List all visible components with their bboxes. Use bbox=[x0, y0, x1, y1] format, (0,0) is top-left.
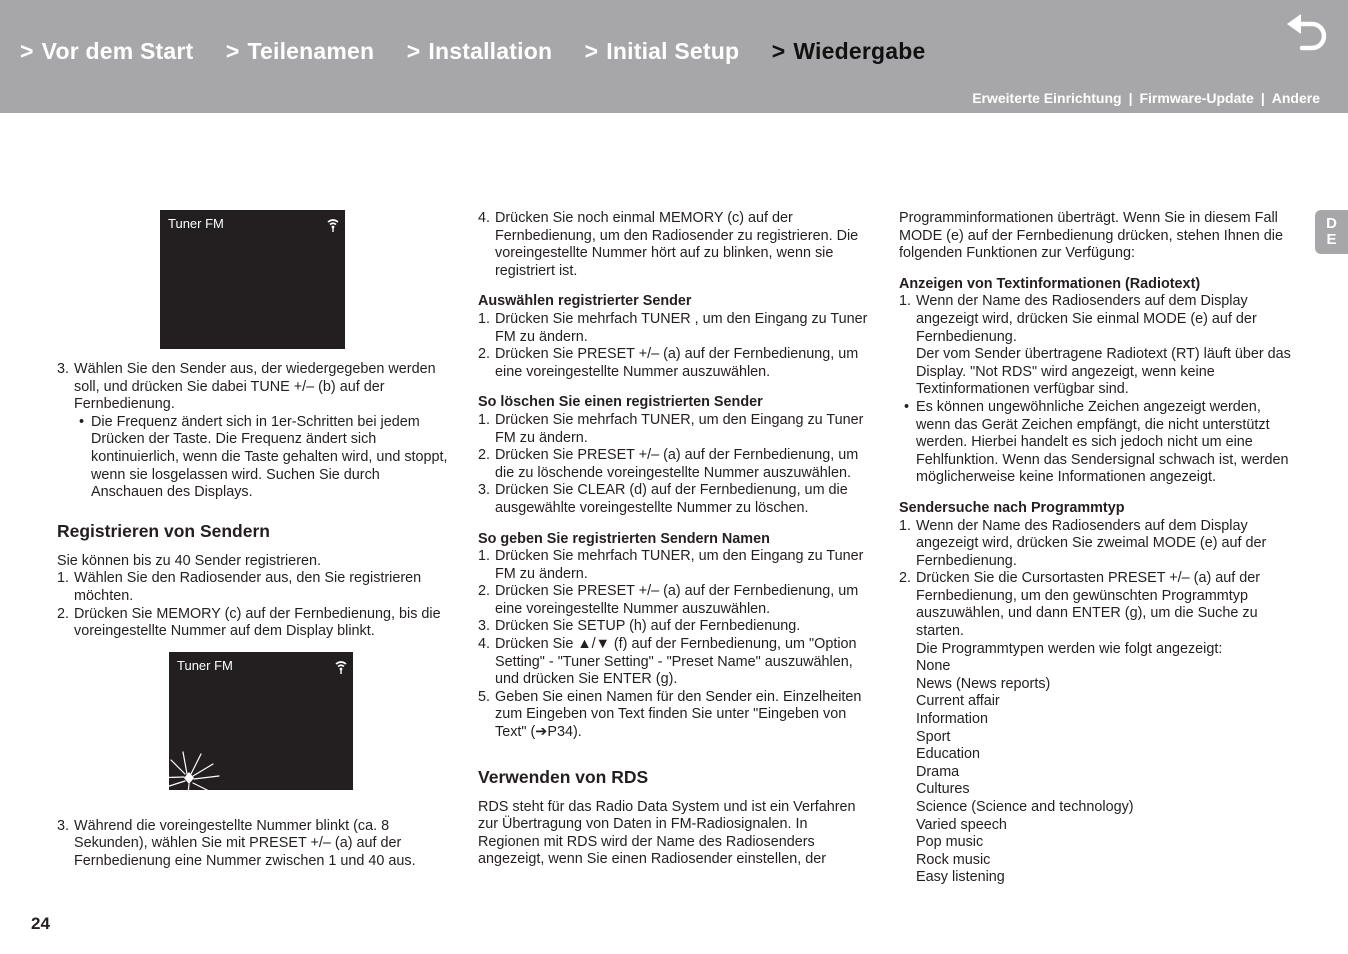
antenna-icon bbox=[335, 660, 347, 674]
list-item: Easy listening bbox=[916, 869, 1005, 886]
list-item: Current affair bbox=[916, 693, 1000, 710]
list-item: 3. Wählen Sie den Sender aus, der wiedergegeben werden soll, und drücken Sie dabei TUNE +/– (b) auf der Fernbedienung. bbox=[57, 361, 436, 413]
subnav-andere[interactable]: Andere bbox=[1271, 90, 1320, 106]
list-item: 5. Geben Sie einen Namen für den Sender ein. Einzelheiten zum Eingeben von Text finden Sie unter "Eingeben von Text" (➔P34). bbox=[478, 688, 862, 741]
list-item: 3. Während die voreingestellte Nummer blinkt (ca. 8 Sekunden), wählen Sie mit PRESET +/– (a) auf der Fernbedienung eine Nummer zwischen 1 und 40 aus. bbox=[57, 817, 416, 869]
list-item: 2. Drücken Sie PRESET +/– (a) auf der Fernbedienung, um eine voreingestellte Nummer auszuwählen. bbox=[478, 346, 859, 380]
bullet-item: • Es können ungewöhnliche Zeichen angezeigt werden, wenn das Gerät Zeichen empfängt, die nicht unterstützt werden. Hierbei handelt es sich jedoch nicht um eine Fehlfunktion. Wenn das Sendersignal schwach ist, werden möglicherweise keine Informationen angezeigt. bbox=[904, 398, 1289, 486]
list-item: Cultures bbox=[916, 781, 970, 798]
list-item: 1. Drücken Sie mehrfach TUNER , um den Eingang zu Tuner FM zu ändern. bbox=[478, 310, 868, 345]
list-item: 3. Drücken Sie CLEAR (d) auf der Fernbedienung, um die ausgewählte voreingestellte Nummer zu löschen. bbox=[478, 482, 848, 516]
display-label: Tuner FM bbox=[168, 216, 224, 231]
subnav-erweiterte-einrichtung[interactable]: Erweiterte Einrichtung bbox=[972, 90, 1122, 106]
list-item: News (News reports) bbox=[916, 675, 1051, 692]
nav-initial-setup[interactable]: > Initial Setup bbox=[584, 38, 740, 64]
return-arrow-icon[interactable] bbox=[1284, 14, 1330, 52]
list-item: 3. Drücken Sie SETUP (h) auf der Fernbedienung. bbox=[478, 618, 801, 635]
bullet-item: • Die Frequenz ändert sich in 1er-Schritten bei jedem Drücken der Taste. Die Frequenz ändert sich kontinuierlich, wenn die Taste gehalten wird, und stoppt, wenn sie losgelassen wird. Suchen Sie durch Anschauen des Displays. bbox=[79, 413, 448, 501]
list-item: 1. Wenn der Name des Radiosenders auf dem Display angezeigt wird, drücken Sie einmal MODE (e) auf der Fernbedienung. bbox=[899, 293, 1257, 345]
nav-teilenamen[interactable]: > Teilenamen bbox=[225, 38, 375, 64]
paragraph: RDS steht für das Radio Data System und ist ein Verfahren zur Übertragung von Daten in FM-Radiosignalen. In Regionen mit RDS wird der Name des Radiosenders angezeigt, wenn Sie einen Radiosender einstellen, der bbox=[478, 798, 856, 868]
list-item: None bbox=[916, 658, 951, 675]
section-heading: Verwenden von RDS bbox=[478, 766, 649, 787]
subnav-firmware-update[interactable]: Firmware-Update bbox=[1139, 90, 1254, 106]
column-middle bbox=[478, 210, 870, 869]
page-number: 24 bbox=[31, 914, 50, 933]
list-item: Varied speech bbox=[916, 816, 1007, 833]
subnav-separator: | bbox=[1128, 90, 1133, 106]
sub-heading: Anzeigen von Textinformationen (Radiotext) bbox=[899, 275, 1201, 292]
sub-nav bbox=[972, 90, 1320, 106]
paragraph: Sie können bis zu 40 Sender registrieren. bbox=[57, 552, 321, 569]
list-item: 2. Drücken Sie MEMORY (c) auf der Fernbedienung, bis die voreingestellte Nummer auf dem Display blinkt. bbox=[57, 605, 441, 640]
list-item: Science (Science and technology) bbox=[916, 799, 1134, 815]
list-item: Education bbox=[916, 746, 981, 763]
list-item: 2. Drücken Sie PRESET +/– (a) auf der Fernbedienung, um die zu löschende voreingestellte Nummer auszuwählen. bbox=[478, 447, 859, 481]
list-item: 1. Wählen Sie den Radiosender aus, den Sie registrieren möchten. bbox=[57, 570, 422, 604]
nav-installation[interactable]: > Installation bbox=[406, 38, 553, 64]
header-bar bbox=[0, 0, 1348, 113]
display-label: Tuner FM bbox=[177, 657, 233, 673]
nav-wiedergabe[interactable]: > Wiedergabe bbox=[771, 38, 926, 64]
subnav-separator: | bbox=[1260, 90, 1265, 106]
list-item: 4. Drücken Sie noch einmal MEMORY (c) auf der Fernbedienung, um den Radiosender zu registrieren. Die voreingestellte Nummer hört auf zu blinken, wenn sie registriert ist. bbox=[478, 210, 859, 279]
list-item: Pop music bbox=[916, 834, 984, 851]
paragraph: Programminformationen überträgt. Wenn Sie in diesem Fall MODE (e) auf der Fernbedienung drücken, stehen Ihnen die folgenden Funktionen zur Verfügung: bbox=[899, 210, 1283, 262]
list-item: Information bbox=[916, 711, 988, 728]
section-heading: Registrieren von Sendern bbox=[57, 520, 270, 541]
sub-heading: Sendersuche nach Programmtyp bbox=[899, 499, 1125, 516]
tuner-display-2 bbox=[169, 652, 353, 790]
sub-heading: So löschen Sie einen registrierten Sender bbox=[478, 394, 763, 411]
list-item: Drama bbox=[916, 763, 960, 780]
top-nav bbox=[20, 38, 954, 70]
paragraph: Die Programmtypen werden wie folgt angezeigt: bbox=[916, 640, 1223, 657]
list-item: Rock music bbox=[916, 851, 991, 868]
paragraph: Der vom Sender übertragene Radiotext (RT) läuft über das Display. "Not RDS" wird angezeigt, wenn keine Textinformationen verfügbar sind. bbox=[916, 346, 1291, 398]
sub-heading: So geben Sie registrierten Sendern Namen bbox=[478, 530, 770, 547]
list-item: Sport bbox=[916, 728, 951, 745]
list-item: 4. Drücken Sie ▲/▼ (f) auf der Fernbedienung, um "Option Setting" - "Tuner Setting" - "Preset Name" auszuwählen, und drücken Sie ENTER (g). bbox=[478, 636, 857, 688]
list-item: 2. Drücken Sie PRESET +/– (a) auf der Fernbedienung, um eine voreingestellte Nummer auszuwählen. bbox=[478, 583, 859, 617]
language-tab: D E bbox=[1315, 210, 1348, 254]
nav-vor-dem-start[interactable]: > Vor dem Start bbox=[20, 38, 194, 64]
tuner-display-1 bbox=[160, 210, 345, 349]
antenna-icon bbox=[327, 218, 339, 232]
column-right bbox=[899, 210, 1294, 887]
blinking-indicator-icon bbox=[149, 746, 229, 806]
column-left bbox=[57, 210, 452, 871]
sub-heading: Auswählen registrierter Sender bbox=[478, 293, 692, 310]
list-item: 2. Drücken Sie die Cursortasten PRESET +/– (a) auf der Fernbedienung, um den gewünschten Programmtyp auszuwählen, und dann ENTER (g), um die Suche zu starten. bbox=[899, 570, 1261, 640]
list-item: 1. Drücken Sie mehrfach TUNER, um den Eingang zu Tuner FM zu ändern. bbox=[478, 411, 864, 446]
list-item: 1. Drücken Sie mehrfach TUNER, um den Eingang zu Tuner FM zu ändern. bbox=[478, 548, 864, 582]
list-item: 1. Wenn der Name des Radiosenders auf dem Display angezeigt wird, drücken Sie zweimal MODE (e) auf der Fernbedienung. bbox=[899, 517, 1267, 569]
program-type-list bbox=[899, 658, 1294, 887]
